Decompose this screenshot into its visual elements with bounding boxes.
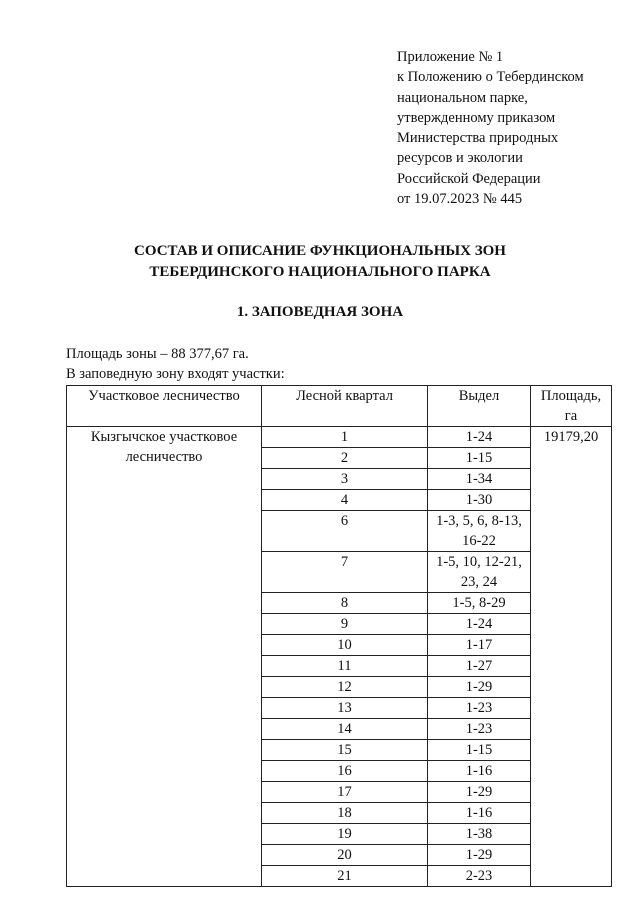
quarter-cell: 12 xyxy=(262,677,428,698)
vydel-cell: 1-27 xyxy=(428,656,531,677)
header-quarter: Лесной квартал xyxy=(262,386,428,427)
vydel-cell: 1-29 xyxy=(428,782,531,803)
zone-area-text: Площадь зоны – 88 377,67 га. xyxy=(66,346,249,362)
vydel-cell: 1-5, 8-29 xyxy=(428,593,531,614)
vydel-cell: 1-24 xyxy=(428,614,531,635)
quarter-cell: 10 xyxy=(262,635,428,656)
quarter-cell: 3 xyxy=(262,469,428,490)
vydel-cell: 2-23 xyxy=(428,866,531,887)
zone-intro-text: В заповедную зону входят участки: xyxy=(66,366,285,382)
quarter-cell: 13 xyxy=(262,698,428,719)
quarter-cell: 9 xyxy=(262,614,428,635)
vydel-cell: 1-15 xyxy=(428,740,531,761)
quarter-cell: 17 xyxy=(262,782,428,803)
forestry-cell: Кызгычское участковое лесничество xyxy=(67,427,262,887)
vydel-cell: 1-3, 5, 6, 8-13, 16-22 xyxy=(428,511,531,552)
vydel-cell: 1-23 xyxy=(428,698,531,719)
vydel-cell: 1-5, 10, 12-21, 23, 24 xyxy=(428,552,531,593)
appendix-line: Российской Федерации xyxy=(397,170,541,187)
quarter-cell: 4 xyxy=(262,490,428,511)
quarter-cell: 11 xyxy=(262,656,428,677)
appendix-line: национальном парке, xyxy=(397,89,528,106)
document-title xyxy=(0,241,640,283)
vydel-cell: 1-24 xyxy=(428,427,531,448)
quarter-cell: 14 xyxy=(262,719,428,740)
header-area: Площадь, га xyxy=(531,386,612,427)
quarter-cell: 1 xyxy=(262,427,428,448)
quarter-cell: 20 xyxy=(262,845,428,866)
table-header-row xyxy=(67,386,612,427)
vydel-cell: 1-29 xyxy=(428,677,531,698)
appendix-line: к Положению о Тебердинском xyxy=(397,69,584,86)
quarter-cell: 21 xyxy=(262,866,428,887)
quarter-cell: 16 xyxy=(262,761,428,782)
zone-table xyxy=(66,385,612,887)
vydel-cell: 1-34 xyxy=(428,469,531,490)
quarter-cell: 19 xyxy=(262,824,428,845)
table-row xyxy=(67,427,612,448)
appendix-line: Приложение № 1 xyxy=(397,49,504,65)
vydel-cell: 1-17 xyxy=(428,635,531,656)
quarter-cell: 8 xyxy=(262,593,428,614)
appendix-line: Министерства природных xyxy=(397,130,559,147)
section-heading: 1. ЗАПОВЕДНАЯ ЗОНА xyxy=(236,304,404,320)
vydel-cell: 1-23 xyxy=(428,719,531,740)
appendix-note xyxy=(397,47,627,209)
appendix-line: ресурсов и экологии xyxy=(397,150,523,167)
appendix-line: от 19.07.2023 № 445 xyxy=(397,191,523,208)
vydel-cell: 1-30 xyxy=(428,490,531,511)
quarter-cell: 6 xyxy=(262,511,428,552)
title-line-2: ТЕБЕРДИНСКОГО НАЦИОНАЛЬНОГО ПАРКА xyxy=(149,264,491,280)
appendix-line: утвержденному приказом xyxy=(397,109,556,126)
quarter-cell: 15 xyxy=(262,740,428,761)
vydel-cell: 1-29 xyxy=(428,845,531,866)
vydel-cell: 1-16 xyxy=(428,761,531,782)
header-vydel: Выдел xyxy=(428,386,531,427)
quarter-cell: 18 xyxy=(262,803,428,824)
quarter-cell: 7 xyxy=(262,552,428,593)
area-cell: 19179,20 xyxy=(531,427,612,887)
vydel-cell: 1-38 xyxy=(428,824,531,845)
title-line-1: СОСТАВ И ОПИСАНИЕ ФУНКЦИОНАЛЬНЫХ ЗОН xyxy=(134,243,506,259)
header-forestry: Участковое лесничество xyxy=(67,386,262,427)
vydel-cell: 1-15 xyxy=(428,448,531,469)
vydel-cell: 1-16 xyxy=(428,803,531,824)
quarter-cell: 2 xyxy=(262,448,428,469)
